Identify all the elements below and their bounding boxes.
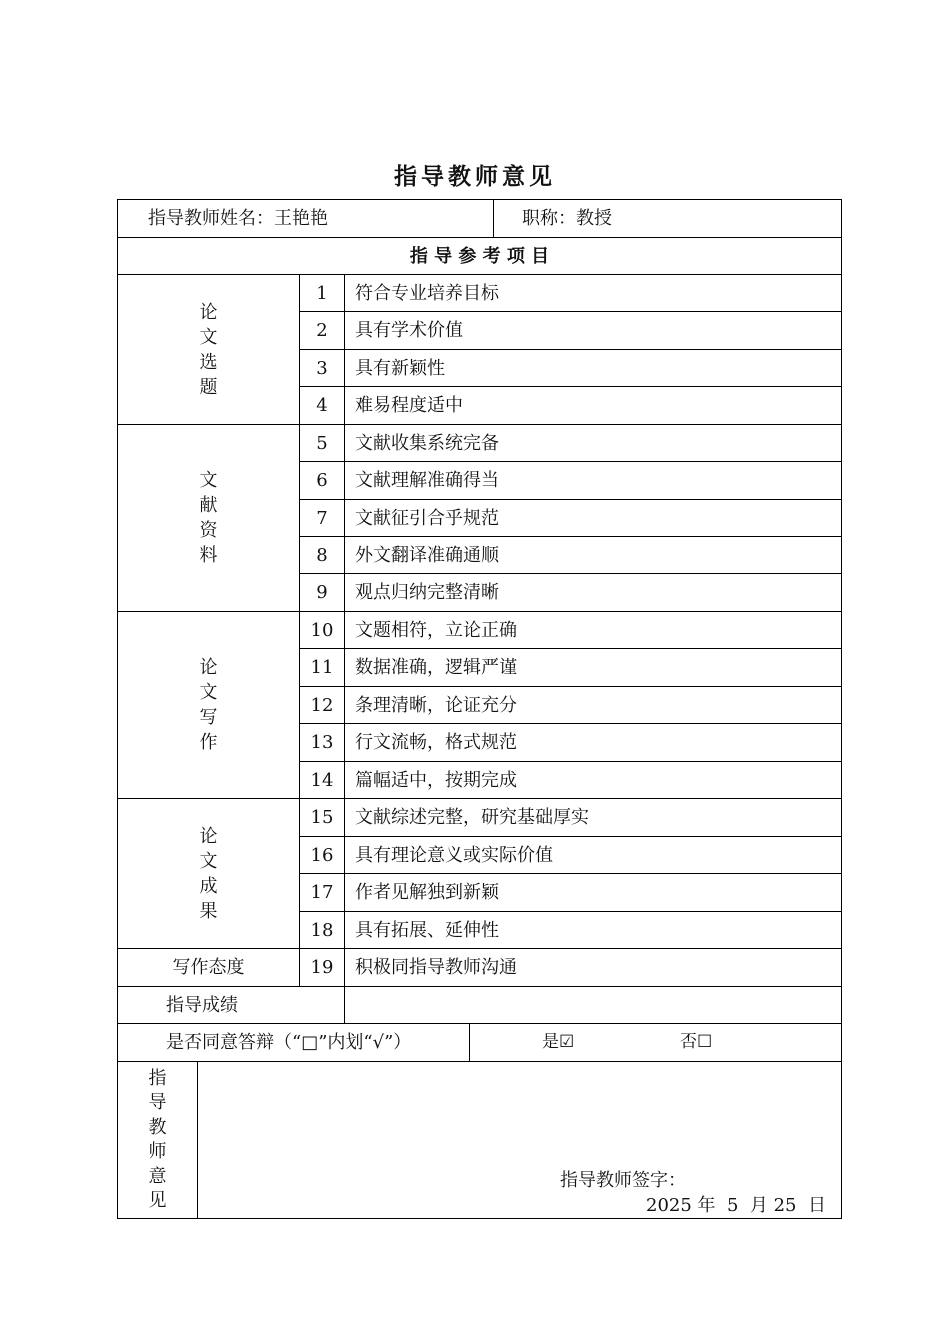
item-number: 14 bbox=[310, 770, 334, 791]
item-number: 5 bbox=[316, 433, 328, 454]
defense-yes-checkbox[interactable]: ☑ bbox=[559, 1032, 575, 1052]
column-line bbox=[344, 274, 345, 986]
item-text: 文献征引合乎规范 bbox=[355, 508, 499, 529]
category-writing: 论文写作 bbox=[199, 657, 218, 753]
item-text: 文献收集系统完备 bbox=[355, 433, 499, 454]
item-text: 文献理解准确得当 bbox=[355, 470, 499, 491]
defense-yes-label: 是 bbox=[542, 1032, 559, 1052]
item-number: 6 bbox=[316, 470, 328, 491]
grade-label: 指导成绩 bbox=[166, 995, 238, 1016]
item-text: 条理清晰，论证充分 bbox=[355, 695, 517, 716]
column-line bbox=[344, 986, 345, 1023]
column-line bbox=[469, 1023, 470, 1061]
defense-question: 是否同意答辩（“□”内划“√”） bbox=[166, 1032, 412, 1053]
item-number: 18 bbox=[310, 920, 334, 941]
attitude-text: 积极同指导教师沟通 bbox=[355, 957, 517, 978]
item-number: 2 bbox=[316, 320, 328, 341]
item-text: 难易程度适中 bbox=[355, 395, 463, 416]
category-topic: 论文选题 bbox=[199, 301, 218, 398]
item-number: 9 bbox=[316, 582, 328, 603]
signature-label: 指导教师签字： bbox=[560, 1170, 686, 1191]
item-text: 具有新颖性 bbox=[355, 358, 445, 379]
page-title: 指导教师意见 bbox=[394, 163, 556, 190]
item-number: 15 bbox=[310, 807, 334, 828]
item-number: 11 bbox=[310, 657, 334, 678]
item-number: 3 bbox=[316, 358, 328, 379]
item-text: 具有拓展、延伸性 bbox=[355, 920, 499, 941]
teacher-rank-label: 职称：教授 bbox=[522, 208, 612, 229]
item-text: 具有理论意义或实际价值 bbox=[355, 845, 553, 866]
item-text: 篇幅适中，按期完成 bbox=[355, 770, 517, 791]
item-number: 19 bbox=[310, 957, 334, 978]
grade-field[interactable] bbox=[355, 987, 835, 1024]
item-number: 1 bbox=[316, 283, 328, 304]
item-text: 具有学术价值 bbox=[355, 320, 463, 341]
defense-no-label: 否 bbox=[680, 1032, 697, 1052]
defense-no-option[interactable] bbox=[680, 1024, 712, 1061]
defense-no-checkbox[interactable]: ☐ bbox=[697, 1032, 713, 1052]
item-number: 17 bbox=[310, 882, 334, 903]
item-text: 外文翻译准确通顺 bbox=[355, 545, 499, 566]
attitude-label: 写作态度 bbox=[172, 957, 245, 978]
opinion-label: 指导教师意见 bbox=[148, 1067, 167, 1211]
item-text: 观点归纳完整清晰 bbox=[355, 582, 499, 603]
item-text: 行文流畅，格式规范 bbox=[355, 732, 517, 753]
item-number: 13 bbox=[310, 732, 334, 753]
category-results: 论文成果 bbox=[199, 825, 218, 922]
opinion-form bbox=[117, 199, 842, 1219]
item-number: 4 bbox=[316, 395, 328, 416]
item-text: 文题相符，立论正确 bbox=[355, 620, 517, 641]
signature-date: 2025 年 5 月 25 日 bbox=[646, 1195, 826, 1216]
column-line bbox=[197, 1061, 198, 1218]
item-text: 作者见解独到新颖 bbox=[355, 882, 499, 903]
section-header: 指 导 参 考 项 目 bbox=[409, 246, 550, 267]
header-divider bbox=[493, 200, 494, 237]
item-number: 8 bbox=[316, 545, 328, 566]
defense-yes-option[interactable] bbox=[542, 1024, 574, 1061]
item-number: 16 bbox=[310, 845, 334, 866]
category-literature: 文献资料 bbox=[199, 470, 218, 566]
teacher-name-label: 指导教师姓名：王艳艳 bbox=[148, 208, 328, 229]
item-number: 7 bbox=[316, 508, 328, 529]
item-number: 10 bbox=[310, 620, 334, 641]
item-number: 12 bbox=[310, 695, 334, 716]
item-text: 文献综述完整，研究基础厚实 bbox=[355, 807, 589, 828]
row-line bbox=[118, 1061, 841, 1062]
item-text: 符合专业培养目标 bbox=[355, 283, 499, 304]
item-text: 数据准确，逻辑严谨 bbox=[355, 657, 517, 678]
